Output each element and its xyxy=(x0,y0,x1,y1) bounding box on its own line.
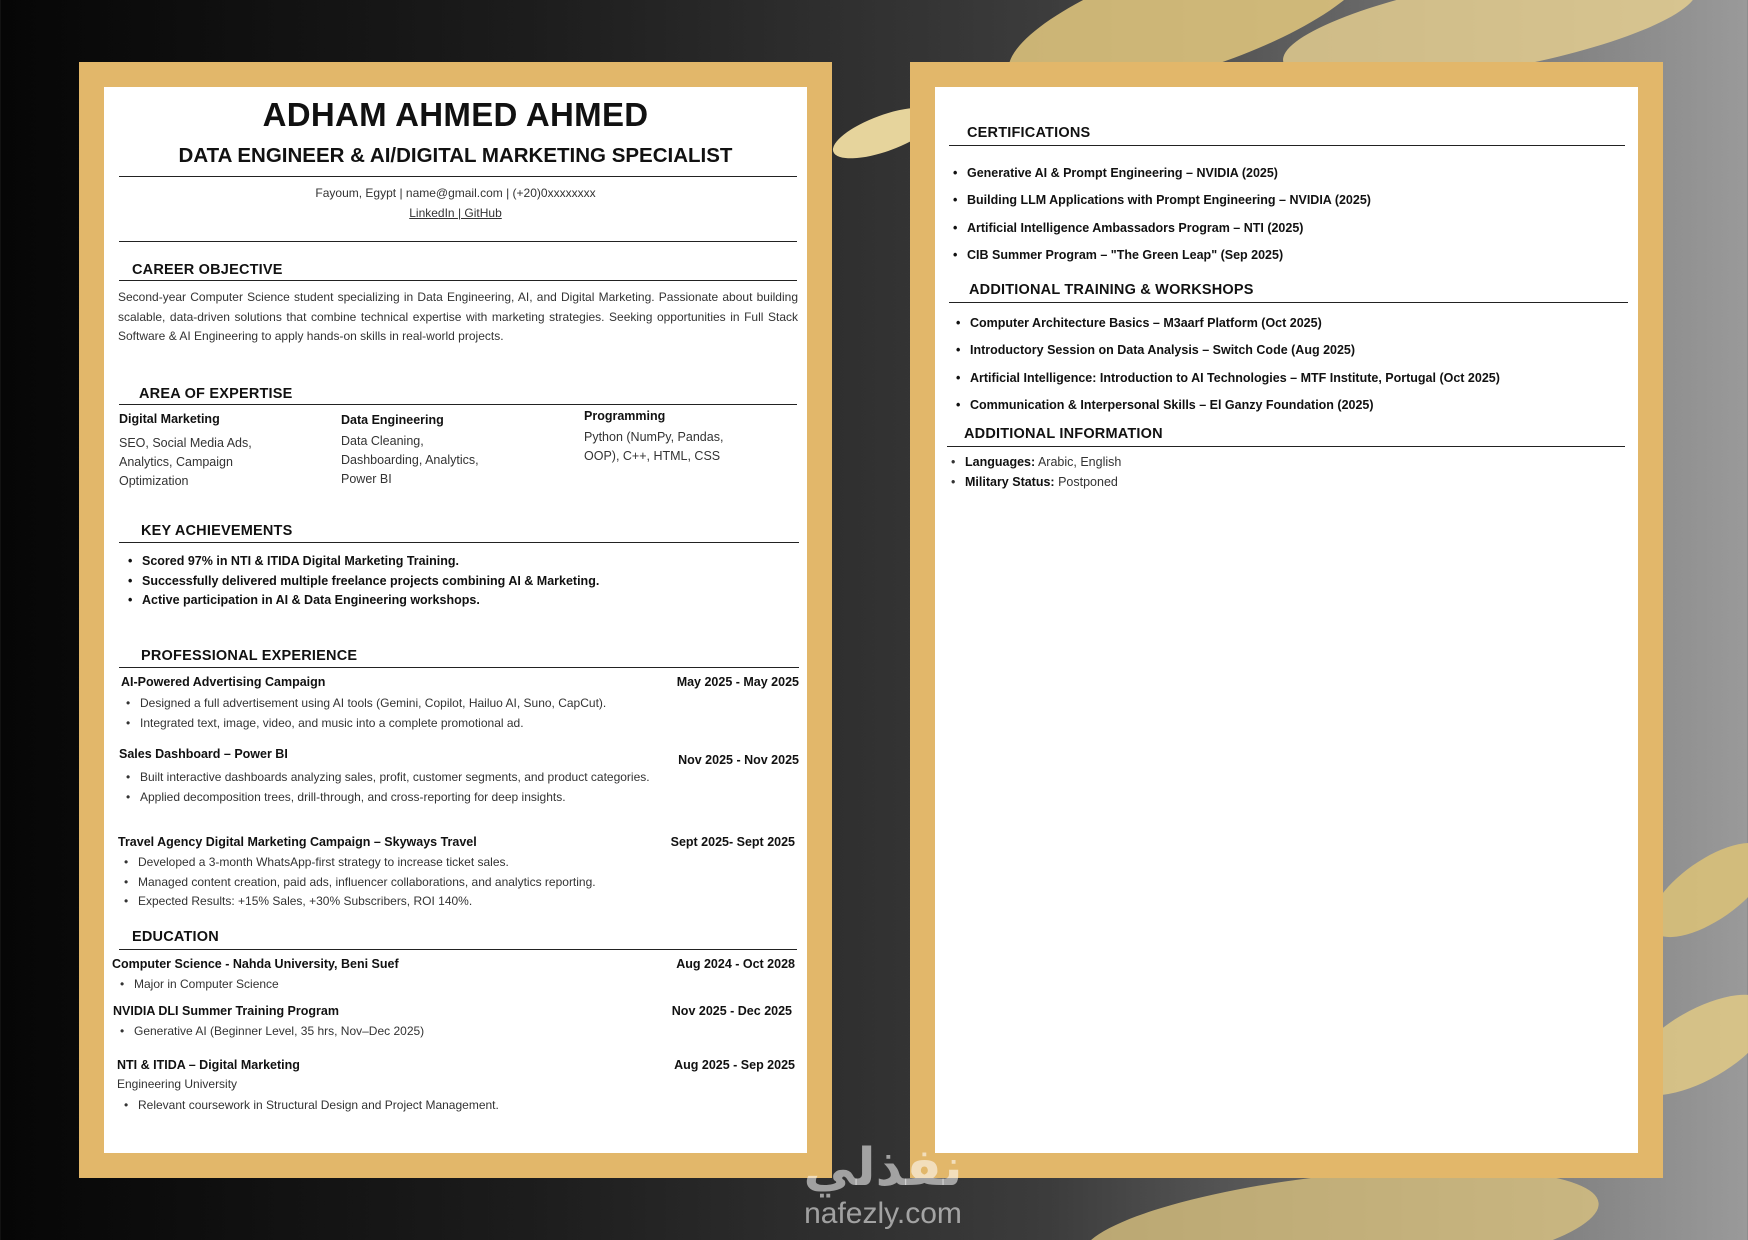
education-date: Nov 2025 - Dec 2025 xyxy=(671,1004,792,1018)
education-date: Aug 2024 - Oct 2028 xyxy=(676,957,795,971)
nafezly-watermark xyxy=(768,1138,998,1238)
divider xyxy=(947,446,1625,447)
certifications-heading: CERTIFICATIONS xyxy=(967,125,1091,141)
divider xyxy=(119,176,797,177)
education-bullets xyxy=(118,975,279,995)
experience-bullet: • Applied decomposition trees, drill-through, and cross-reporting for deep insights. xyxy=(124,788,650,808)
experience-heading: PROFESSIONAL EXPERIENCE xyxy=(141,648,358,664)
additional-info-value: Arabic, English xyxy=(1037,455,1122,469)
resume-page-2 xyxy=(935,87,1638,1153)
divider xyxy=(119,404,797,405)
achievement-item: • Active participation in AI & Data Engineering workshops. xyxy=(126,591,599,611)
expertise-column-text: SEO, Social Media Ads, Analytics, Campaign Optimization xyxy=(119,436,252,488)
experience-bullets xyxy=(124,768,650,807)
experience-bullets xyxy=(122,853,596,912)
experience-date: Nov 2025 - Nov 2025 xyxy=(678,753,799,767)
candidate-name: ADHAM AHMED AHMED xyxy=(262,96,649,133)
experience-date: May 2025 - May 2025 xyxy=(676,675,799,689)
achievements-heading: KEY ACHIEVEMENTS xyxy=(141,523,293,539)
training-heading: ADDITIONAL TRAINING & WORKSHOPS xyxy=(969,282,1254,298)
experience-bullet: • Integrated text, image, video, and music into a complete promotional ad. xyxy=(124,714,606,734)
training-item: • Communication & Interpersonal Skills – El Ganzy Foundation (2025) xyxy=(954,392,1500,419)
watermark-text: nafezly.com xyxy=(804,1197,962,1230)
additional-info-item xyxy=(949,452,1121,472)
experience-title: Sales Dashboard – Power BI xyxy=(119,747,288,761)
education-bullet: • Relevant coursework in Structural Design and Project Management. xyxy=(122,1096,499,1116)
additional-info-list xyxy=(949,452,1121,492)
divider xyxy=(119,667,799,668)
expertise-heading: AREA OF EXPERTISE xyxy=(139,386,293,402)
certification-item: • Building LLM Applications with Prompt Engineering – NVIDIA (2025) xyxy=(951,187,1371,214)
education-bullet: • Major in Computer Science xyxy=(118,975,279,995)
achievement-item: • Successfully delivered multiple freelance projects combining AI & Marketing. xyxy=(126,572,599,592)
education-title: NVIDIA DLI Summer Training Program xyxy=(113,1004,339,1018)
divider xyxy=(119,241,797,242)
education-bullet: • Generative AI (Beginner Level, 35 hrs, Nov–Dec 2025) xyxy=(118,1022,424,1042)
experience-title: AI-Powered Advertising Campaign xyxy=(121,675,326,689)
additional-info-value: Postponed xyxy=(1058,475,1118,489)
additional-info-label: Languages: xyxy=(965,455,1036,469)
training-item: • Artificial Intelligence: Introduction to AI Technologies – MTF Institute, Portugal (Oct 2025) xyxy=(954,365,1500,392)
candidate-title: DATA ENGINEER & AI/DIGITAL MARKETING SPECIALIST xyxy=(178,144,733,167)
expertise-column-title: Digital Marketing xyxy=(119,412,220,426)
training-item: • Introductory Session on Data Analysis – Switch Code (Aug 2025) xyxy=(954,337,1500,364)
expertise-column-title: Programming xyxy=(584,409,666,423)
certification-item: • Generative AI & Prompt Engineering – NVIDIA (2025) xyxy=(951,160,1371,187)
additional-info-item xyxy=(949,472,1121,492)
education-bullets xyxy=(122,1096,499,1116)
career-objective-heading: CAREER OBJECTIVE xyxy=(132,262,283,278)
certification-item: • CIB Summer Program – "The Green Leap" (Sep 2025) xyxy=(951,242,1371,269)
experience-bullet: • Built interactive dashboards analyzing sales, profit, customer segments, and product categories. xyxy=(124,768,650,788)
expertise-column-title: Data Engineering xyxy=(341,413,444,427)
experience-bullet: • Managed content creation, paid ads, influencer collaborations, and analytics reporting. xyxy=(122,873,596,893)
education-subtitle: Engineering University xyxy=(117,1077,238,1091)
education-date: Aug 2025 - Sep 2025 xyxy=(674,1058,795,1072)
expertise-column-text: Python (NumPy, Pandas, OOP), C++, HTML, CSS xyxy=(584,430,724,463)
expertise-column-text: Data Cleaning, Dashboarding, Analytics, Power BI xyxy=(341,434,479,486)
education-title: NTI & ITIDA – Digital Marketing xyxy=(117,1058,300,1072)
achievement-item: • Scored 97% in NTI & ITIDA Digital Marketing Training. xyxy=(126,552,599,572)
certification-item: • Artificial Intelligence Ambassadors Program – NTI (2025) xyxy=(951,215,1371,242)
experience-title: Travel Agency Digital Marketing Campaign – Skyways Travel xyxy=(118,835,477,849)
experience-bullet: • Designed a full advertisement using AI tools (Gemini, Copilot, Hailuo AI, Suno, CapCut). xyxy=(124,694,606,714)
education-heading: EDUCATION xyxy=(132,929,219,945)
experience-bullets xyxy=(124,694,606,733)
divider xyxy=(119,949,797,950)
contact-info: Fayoum, Egypt | name@gmail.com | (+20)0xxxxxxxx xyxy=(315,186,596,200)
training-list xyxy=(954,310,1500,419)
education-bullets xyxy=(118,1022,424,1042)
certifications-list xyxy=(951,160,1371,269)
experience-bullet: • Developed a 3-month WhatsApp-first strategy to increase ticket sales. xyxy=(122,853,596,873)
education-title: Computer Science - Nahda University, Beni Suef xyxy=(112,957,399,971)
divider xyxy=(949,145,1625,146)
divider xyxy=(119,280,797,281)
additional-info-heading: ADDITIONAL INFORMATION xyxy=(964,426,1163,442)
watermark-logo: نفذلي xyxy=(803,1138,963,1198)
additional-info-label: Military Status: xyxy=(965,475,1055,489)
career-objective-text: Second-year Computer Science student specializing in Data Engineering, AI, and Digital Marketing. Passionate about building scalable, data-driven solutions that combine technical expertise with marketing strategies. Seeking opportunities in Full Stack Software & AI Engineering to apply hands-on skills in real-world projects. xyxy=(118,290,798,343)
divider xyxy=(949,302,1628,303)
resume-page-1 xyxy=(104,87,807,1153)
experience-date: Sept 2025- Sept 2025 xyxy=(670,835,795,849)
experience-bullet: • Expected Results: +15% Sales, +30% Subscribers, ROI 140%. xyxy=(122,892,596,912)
achievements-list xyxy=(126,552,599,611)
training-item: • Computer Architecture Basics – M3aarf Platform (Oct 2025) xyxy=(954,310,1500,337)
profile-links[interactable]: LinkedIn | GitHub xyxy=(409,206,502,220)
divider xyxy=(119,542,799,543)
